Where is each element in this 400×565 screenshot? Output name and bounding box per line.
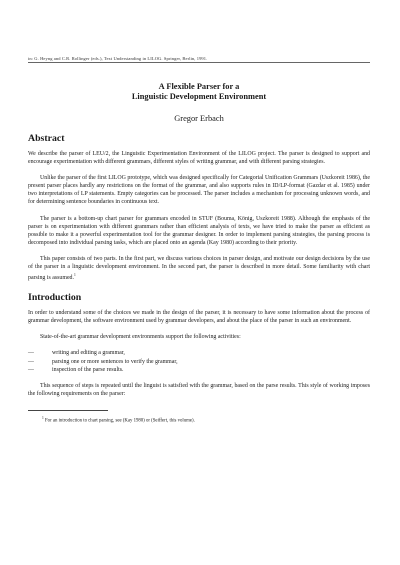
list-item-text: writing and editing a grammar, [52,350,125,357]
footnote-text: For an introduction to chart parsing, see (Kay 1980) or (Seiffert, this volume). [45,418,195,424]
abstract-paragraph-2: Unlike the parser of the first LILOG prototype, which was designed specifically for Categorial Unification Grammars (Uszkoreit 1986), the present parser places hardly any restrictions on the format of the grammar, and also supports rules in ID/LP-format (Gazdar et al. 1985) under two interpretations of LP statements. Empty categories can be processed. The parser includes a mechanism for processing unknown words, and for determining sentence boundaries in continuous text. [28,175,370,206]
dash-marker: — [28,366,34,373]
abstract-paragraph-3: The parser is a bottom-up chart parser for grammars encoded in STUF (Bouma, König, Uszkoreit 1988). Although the emphasis of the parser is on experimentation with different grammars rather than efficient analysis of texts, we have tried to make the parser as efficient as possible to make it a powerful experimentation tool for the grammar designer. In order to implement parsing strategies, the parsing process is decomposed into individual parsing tasks, which are placed onto an agenda (Kay 1980) according to their priority. [28,215,370,246]
intro-paragraph-1: In order to understand some of the choices we made in the design of the parser, it is necessary to have some information about the process of grammar development, the software environment used by grammar developers, and about the place of the parser in such an environment. [28,310,370,325]
source-citation: in: G. Heyng and C.R. Rollinger (eds.), Text Understanding in LILOG. Springer, Berlin, 1991. [28,56,370,63]
abstract-heading: Abstract [28,133,65,144]
footnote [28,415,370,425]
introduction-heading: Introduction [28,292,82,304]
title-line-1: A Flexible Parser for a [158,82,240,91]
intro-paragraph-2: State-of-the-art grammar development environments support the following activities: [40,334,241,341]
dash-marker: — [28,350,34,357]
footnote-mark: 1 [42,415,44,420]
title-line-2: Linguistic Development Environment [131,92,267,101]
author-name: Gregor Erbach [174,114,224,123]
dash-marker: — [28,358,34,365]
list-item-text: parsing one or more sentences to verify the grammar, [52,358,178,365]
paper-title [28,82,370,102]
list-item [28,358,370,366]
footnote-ref[interactable]: 1 [73,273,76,278]
list-item-text: inspection of the parse results. [52,366,124,373]
list-item [28,349,370,357]
abstract-paragraph-1: We describe the parser of LEU/2, the Linguistic Experimentation Environment of the LILOG project. The parser is designed to support and encourage experimentation with different grammars, different styles of writing grammar, and with different parsing strategies. [28,151,370,166]
abstract-paragraph-4 [28,255,370,282]
abstract-paragraph-4-text: This paper consists of two parts. In the first part, we discuss various choices in parser design, and motivate our design decisions by the use of the parser in a linguistic development environment. In the second part, the parser is described in more detail. Some familiarity with chart parsing is assumed. [28,255,370,282]
activities-list [28,349,370,373]
list-item [28,366,370,374]
footnote-divider [28,410,108,411]
intro-paragraph-3: This sequence of steps is repeated until the linguist is satisfied with the grammar, based on the parse results. This style of working imposes the following requirements on the parser: [28,382,370,397]
